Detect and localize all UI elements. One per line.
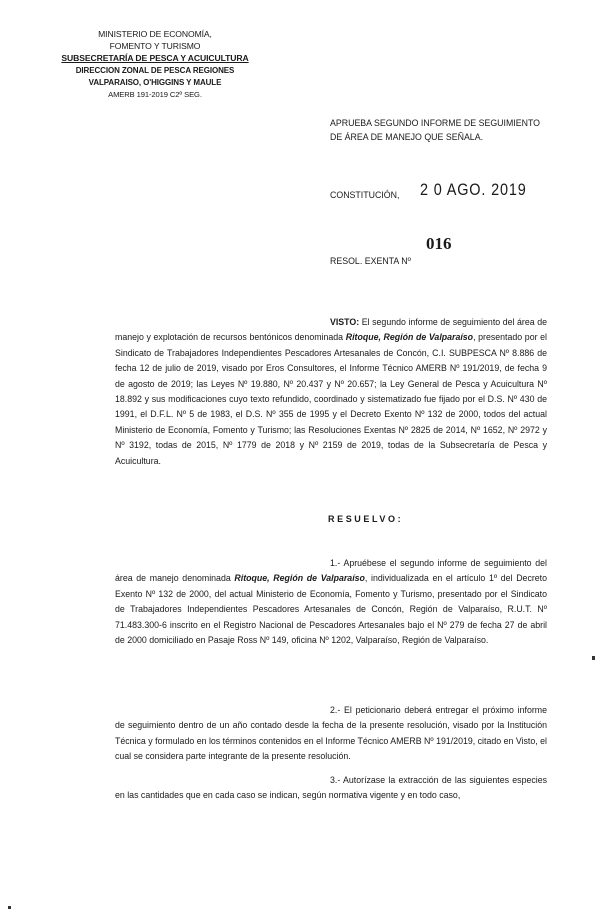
letterhead bbox=[50, 28, 260, 101]
article-1-place-name: Ritoque, Región de Valparaíso bbox=[234, 573, 365, 584]
resolution-number: 016 bbox=[426, 234, 452, 253]
file-reference: AMERB 191-2019 C2º SEG. bbox=[108, 90, 202, 100]
article-1-text-b: , individualizada en el artículo 1º del Decreto Exento Nº 132 de 2000, del actual Ministerio de Economía, Fomento y Turismo, presentado por el Sindicato de Trabajadores Independientes Pescadores Artesanales de Concón, Región de Valparaíso, R.U.T. Nº 71.483.300-6 inscrito en el Registro Nacional de Pescadores Artesanales bajo el Nº 279 de fecha 27 de abril de 2000 domiciliado en Pasaje Ross Nº 149, oficina Nº 1202, Valparaíso, Región de Valparaíso. bbox=[115, 573, 548, 646]
place-label: CONSTITUCIÓN, bbox=[330, 190, 400, 200]
article-1 bbox=[115, 556, 547, 648]
visto-text-a: El segundo informe de seguimiento del área de manejo y explotación de recursos bentónicos denominada bbox=[115, 317, 547, 343]
visto-place-name: Ritoque, Región de Valparaíso bbox=[345, 332, 474, 343]
article-2: 2.- El peticionario deberá entregar el próximo informe de seguimiento dentro de un año contado desde la fecha de la presente resolución, visado por la Institución Técnica y formulado en los términos contenidos en el Informe Técnico AMERB Nº 191/2019, citado en Visto, el cual se considera parte integrante de la presente resolución. bbox=[115, 705, 547, 762]
visto-paragraph bbox=[115, 315, 547, 469]
article-1-text-a: 1.- Apruébese el segundo informe de seguimiento del área de manejo denominada bbox=[115, 558, 547, 584]
zonal-direction-line: DIRECCION ZONAL DE PESCA REGIONES bbox=[75, 65, 235, 75]
date-stamp: 2 0 AGO. 2019 bbox=[420, 180, 527, 199]
resolution-label: RESOL. EXENTA Nº bbox=[330, 256, 411, 266]
scan-speck bbox=[592, 656, 595, 660]
document-subject bbox=[330, 116, 550, 144]
resuelvo-heading: RESUELVO: bbox=[328, 514, 404, 524]
visto-label: VISTO: bbox=[330, 317, 360, 327]
subject-line-1: APRUEBA SEGUNDO INFORME DE SEGUIMIENTO bbox=[330, 118, 541, 128]
subsecretaria-line: SUBSECRETARÍA DE PESCA Y ACUICULTURA bbox=[61, 53, 249, 64]
visto-text-b: , presentado por el Sindicato de Trabajadores Independientes Pescadores Artesanales de Concón, C.I. SUBPESCA Nº 8.886 de fecha 12 de julio de 2019, visado por Eros Consultores, el Informe Técnico AMERB Nº 191/2019, de fecha 9 de agosto de 2019; las Leyes Nº 19.880, Nº 20.437 y Nº 20.657; la Ley General de Pesca y Acuicultura Nº 18.892 y sus modificaciones cuyo texto refundido, coordinado y sistematizado fue fijado por el D.S. Nº 430 de 1991, el D.F.L. Nº 5 de 1983, el D.S. Nº 355 de 1995 y el Decreto Exento Nº 132 de 2000, todos del actual Ministerio de Economía, Fomento y Turismo; las Resoluciones Exentas Nº 2825 de 2014, Nº 1652, Nº 2972 y Nº 3192, todas de 2015, Nº 1779 de 2018 y Nº 2159 de 2019, todas de la Subsecretaría de Pesca y Acuicultura. bbox=[115, 332, 547, 466]
ministry-line-1: MINISTERIO DE ECONOMÍA, bbox=[98, 29, 212, 39]
article-3: 3.- Autorízase la extracción de las siguientes especies en las cantidades que en cada caso se indican, según normativa vigente y en todo caso, bbox=[115, 775, 547, 801]
scan-speck-corner bbox=[8, 906, 11, 909]
regions-line: VALPARAISO, O'HIGGINS Y MAULE bbox=[88, 77, 222, 87]
ministry-line-2: FOMENTO Y TURISMO bbox=[109, 41, 201, 52]
subject-line-2: DE ÁREA DE MANEJO QUE SEÑALA. bbox=[330, 132, 484, 142]
